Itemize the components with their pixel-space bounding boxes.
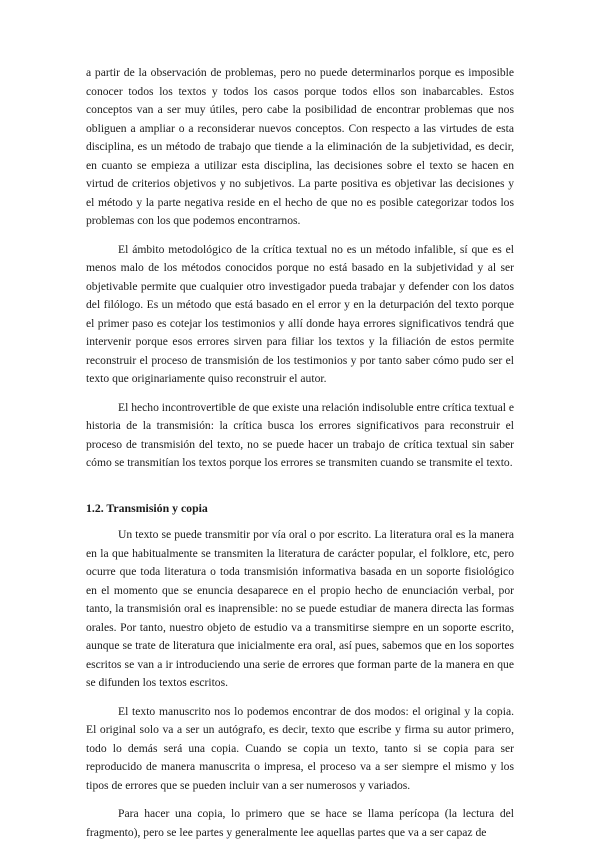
paragraph-methodology: El ámbito metodológico de la crítica textual no es un método infalible, sí que es el menos malo de los métodos conocidos porque no está basado en la subjetividad y al ser objetivable permite que cualquier otro investigador pueda trabajar y defender con los datos del filólogo. Es un método que está basado en el error y en la deturpación del texto porque el primer paso es cotejar los testimonios y allí donde haya errores significativos tendrá que intervenir porque esos errores sirven para filiar los textos y la filiación de estos permite reconstruir el proceso de transmisión de los testimonios y por tanto saber cómo pudo ser el texto que originariamente quiso reconstruir el autor. [86,242,514,385]
heading-spacer [86,517,514,526]
paragraph-oral-escrito: Un texto se puede transmitir por vía oral o por escrito. La literatura oral es la manera en la que habitualmente se transmiten la literatura de carácter popular, el folklore, etc, pero ocurre que toda literatura o toda transmisión informativa basada en un soporte fisiológico en el momento que se enuncia desaparece en el propio hecho de enunciación verbal, por tanto, la transmisión oral es inaprensible: no se puede estudiar de manera directa las formas orales. Por tanto, nuestro objeto de estudio va a transmitirse siempre en un soporte escrito, aunque se trate de literatura que inicialmente era oral, así pues, sabemos que en los soportes escritos se van a ir introduciendo una serie de errores que forman parte de la manera en que se difunden los textos escritos. [86,528,514,689]
paragraph-copia: Para hacer una copia, lo primero que se hace se llama perícopa (la lectura del fragmento), pero se lee partes y generalmente lee aquellas partes que va a ser capaz de [86,807,514,839]
paragraph-spacer [86,231,514,241]
section-heading: 1.2. Transmisión y copia [86,500,208,515]
paragraph-spacer [86,795,514,805]
document-page [86,64,514,842]
paragraph-spacer [86,693,514,703]
paragraph-spacer [86,389,514,399]
paragraph-intro-continuation: a partir de la observación de problemas, pero no puede determinarlos porque es imposible conocer todos los textos y todos los casos porque todos ellos son inabarcables. Estos conceptos van a ser muy útiles, pero cabe la posibilidad de encontrar problemas que nos obliguen a ampliar o a reconsiderar nuevos conceptos. Con respecto a las virtudes de esta disciplina, es un método de trabajo que tiende a la eliminación de la subjetividad, es decir, en cuanto se empieza a utilizar esta disciplina, las decisiones sobre el texto se hacen en virtud de criterios objetivos y no subjetivos. La parte positiva es objetivar las decisiones y el método y la parte negativa reside en el hecho de que no es posible categorizar todos los problemas con los que podemos encontrarnos. [86,66,514,227]
paragraph-manuscrito: El texto manuscrito nos lo podemos encontrar de dos modos: el original y la copia. El original solo va a ser un autógrafo, es decir, texto que escribe y firma su autor primero, todo lo demás será una copia. Cuando se copia un texto, tanto si se copia para ser reproducido de manera manuscrita o impresa, el proceso va a ser siempre el mismo y los tipos de errores que se pueden incluir van a ser numerosos y variados. [86,704,514,792]
paragraph-critica-transmision: El hecho incontrovertible de que existe una relación indisoluble entre crítica textual e historia de la transmisión: la crítica busca los errores significativos para reconstruir el proceso de transmisión del texto, no se puede hacer un trabajo de crítica textual sin saber cómo se transmitían los textos porque los errores se transmiten cuando se transmite el texto. [86,400,514,469]
section-spacer [86,473,514,499]
